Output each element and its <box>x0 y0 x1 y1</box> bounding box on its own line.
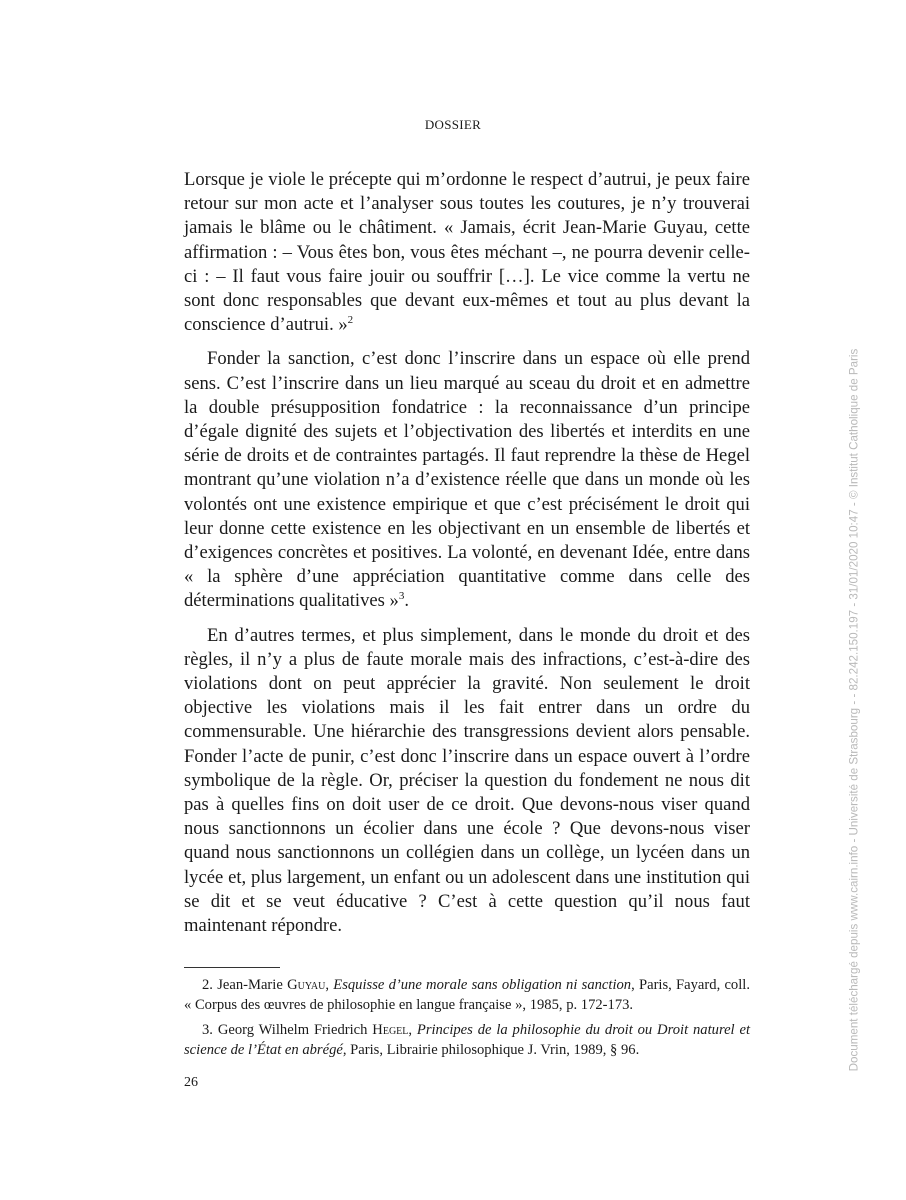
footnotes <box>184 975 750 1065</box>
footnote-author-first: Jean-Marie <box>217 977 283 993</box>
footnote-number: 2. <box>202 977 213 993</box>
footnote-publication: , Paris, Fayard, coll. « Corpus des œuvres de philosophie en langue française », 1985, p. 172-173. <box>184 977 750 1013</box>
paragraph-1 <box>184 168 750 337</box>
footnote-ref-2[interactable]: 2 <box>347 314 354 327</box>
paragraph-2-text: Fonder la sanction, c’est donc l’inscrire dans un espace où elle prend sens. C’est l’inscrire dans un lieu marqué au sceau du droit et en admettre la double présupposition fondatrice : la reconnaissance d’un principe d’égale dignité des sujets et l’objectivation des libertés et interdits en une série de droits et de contraintes partagés. Il faut reprendre la thèse de Hegel montrant qu’une violation n’a d’existence réelle que dans un monde où les volontés ont une existence empirique et que c’est précisément le droit qui leur donne cette existence en les objectivant en un ensemble de libertés et d’exigences concrètes et positives. La volonté, en devenant Idée, entre dans « la sphère d’une appréciation quantitative comme dans celle des déterminations qualitatives » <box>184 348 750 612</box>
paragraph-2 <box>184 347 750 613</box>
footnote-publication: , Paris, Librairie philosophique J. Vrin, 1989, § 96. <box>342 1042 640 1058</box>
running-head: DOSSIER <box>424 117 482 132</box>
footnote-number: 3. <box>202 1022 213 1038</box>
download-watermark <box>846 270 862 1150</box>
footnote-separator <box>184 967 280 968</box>
paragraph-2-end: . <box>404 590 409 612</box>
paragraph-3-text: En d’autres termes, et plus simplement, dans le monde du droit et des règles, il n’y a plus de faute morale mais des infractions, c’est-à-dire des violations dont on peut apprécier la gravité. Non seulement le droit objective les violations mais il les fait entrer dans un ordre du commensurable. Une hiérarchie des transgressions devient alors pensable. Fonder l’acte de punir, c’est donc l’inscrire dans un espace ouvert à l’ordre symbolique de la règle. Or, préciser la question du fondement ne nous dit pas à quelles fins on doit user de ce droit. Que devons-nous viser quand nous sanctionnons un écolier dans une école ? Que devons-nous viser quand nous sanctionnons un collégien dans un collège, un lycéen dans un lycée et, plus largement, un enfant ou un adolescent dans une institution qui se dit et se veut éducative ? C’est à cette question qu’il nous faut maintenant répondre. <box>184 624 750 937</box>
watermark-text: Document téléchargé depuis www.cairn.info - Université de Strasbourg - - 82.242.150.197 - 31/01/2020 10:47 - © Institut Catholique de Paris <box>847 348 861 1072</box>
paragraph-3 <box>184 624 750 939</box>
body-text <box>184 168 750 938</box>
footnote-author-first: Georg Wilhelm Friedrich <box>217 1022 368 1038</box>
footnote-title: Esquisse d’une morale sans obligation ni sanction <box>333 977 632 993</box>
footnote-author-last: Guyau <box>287 977 326 993</box>
footnote-ref-3[interactable]: 3 <box>398 590 405 603</box>
footnote-2: 2. Jean-Marie Guyau, Esquisse d’une morale sans obligation ni sanction, Paris, Fayard, coll. « Corpus des œuvres de philosophie en langue française », 1985, p. 172-173. <box>184 977 750 1013</box>
paragraph-1-text: Lorsque je viole le précepte qui m’ordonne le respect d’autrui, je peux faire retour sur mon acte et l’analyser sous toutes les coutures, je n’y trouverai jamais le blâme ou le châtiment. « Jamais, écrit Jean-Marie Guyau, cette affirmation : – Vous êtes bon, vous êtes méchant –, ne pourra devenir celle-ci : – Il faut vous faire jouir ou souffrir […]. Le vice comme la vertu ne sont donc responsables que devant eux-mêmes et tout au plus devant la conscience d’autrui. » <box>184 169 750 336</box>
footnote-title: Principes de la philosophie du droit ou Droit naturel et science de l’État en abrégé <box>184 1022 750 1058</box>
footnote-3: 3. Georg Wilhelm Friedrich Hegel, Principes de la philosophie du droit ou Droit naturel et science de l’État en abrégé, Paris, Librairie philosophique J. Vrin, 1989, § 96. <box>184 1022 750 1058</box>
footnote-author-last: Hegel <box>372 1022 409 1038</box>
page-number: 26 <box>184 1075 198 1090</box>
